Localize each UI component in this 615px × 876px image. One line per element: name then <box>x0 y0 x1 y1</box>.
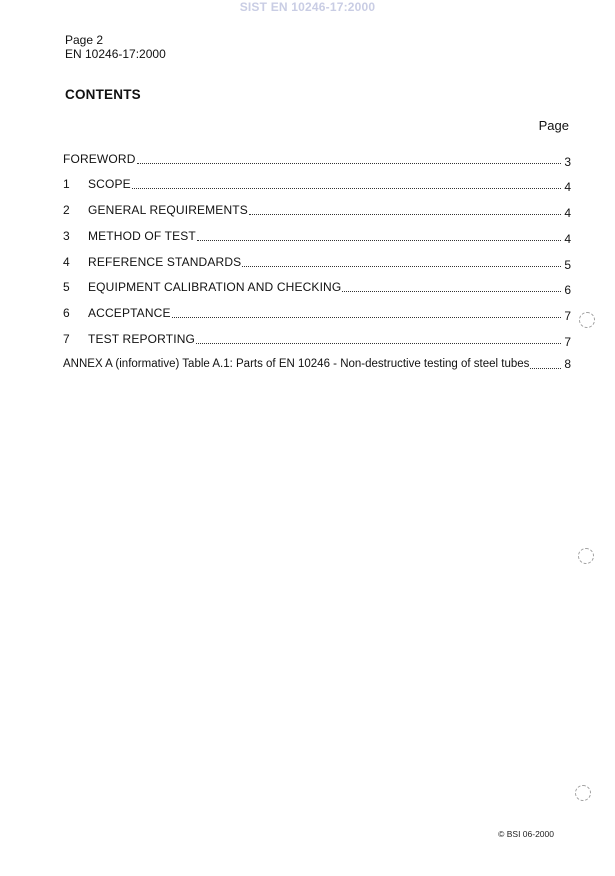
page-header <box>65 33 166 61</box>
toc-page-number: 5 <box>564 258 571 272</box>
toc-page-number: 4 <box>564 180 571 194</box>
toc-page-number: 3 <box>564 155 571 169</box>
toc-title: EQUIPMENT CALIBRATION AND CHECKING <box>88 280 342 294</box>
toc-entry-equipment-calibration[interactable] <box>63 280 571 297</box>
copyright-footer: © BSI 06-2000 <box>498 829 554 839</box>
toc-entry-annex-a[interactable] <box>63 357 571 371</box>
toc-page-number: 8 <box>564 357 571 371</box>
toc-entry-method-of-test[interactable] <box>63 229 571 246</box>
toc-title: FOREWORD <box>63 152 136 166</box>
punch-hole-mark <box>578 548 594 564</box>
toc-entry-general-requirements[interactable] <box>63 203 571 220</box>
standard-id: EN 10246-17:2000 <box>65 47 166 61</box>
toc-title: TEST REPORTING <box>88 332 196 346</box>
toc-leader-dots <box>197 240 561 241</box>
toc-page-number: 4 <box>564 206 571 220</box>
toc-title: ANNEX A (informative) Table A.1: Parts of EN 10246 - Non-destructive testing of steel tubes <box>63 358 530 370</box>
toc-leader-dots <box>137 163 561 164</box>
toc-entry-acceptance[interactable] <box>63 306 571 323</box>
page-number-label: Page 2 <box>65 33 104 47</box>
contents-heading: CONTENTS <box>65 87 141 102</box>
punch-hole-mark <box>575 785 591 801</box>
toc-entry-scope[interactable] <box>63 177 571 194</box>
toc-number: 5 <box>63 280 70 294</box>
page-column-label: Page <box>538 118 569 133</box>
punch-hole-mark <box>579 312 595 328</box>
toc-number: 7 <box>63 332 70 346</box>
toc-leader-dots <box>132 188 561 189</box>
toc-page-number: 6 <box>564 283 571 297</box>
toc-entry-foreword[interactable] <box>63 152 571 169</box>
toc-title: SCOPE <box>88 177 131 191</box>
toc-leader-dots <box>249 214 561 215</box>
toc-page-number: 4 <box>564 232 571 246</box>
toc-entry-reference-standards[interactable] <box>63 255 571 272</box>
toc-title: ACCEPTANCE <box>88 306 171 320</box>
toc-title: METHOD OF TEST <box>88 229 196 243</box>
toc-leader-dots <box>242 266 561 267</box>
toc-title: GENERAL REQUIREMENTS <box>88 203 248 217</box>
toc-number: 4 <box>63 255 70 269</box>
toc-number: 2 <box>63 203 70 217</box>
toc-number: 6 <box>63 306 70 320</box>
toc-number: 3 <box>63 229 70 243</box>
toc-entry-test-reporting[interactable] <box>63 332 571 349</box>
toc-number: 1 <box>63 177 70 191</box>
document-watermark: SIST EN 10246-17:2000 <box>239 0 376 14</box>
toc-leader-dots <box>172 317 561 318</box>
toc-page-number: 7 <box>564 309 571 323</box>
toc-page-number: 7 <box>564 335 571 349</box>
toc-leader-dots <box>342 291 561 292</box>
toc-leader-dots <box>196 343 561 344</box>
toc-leader-dots <box>530 368 561 369</box>
toc-title: REFERENCE STANDARDS <box>88 255 242 269</box>
